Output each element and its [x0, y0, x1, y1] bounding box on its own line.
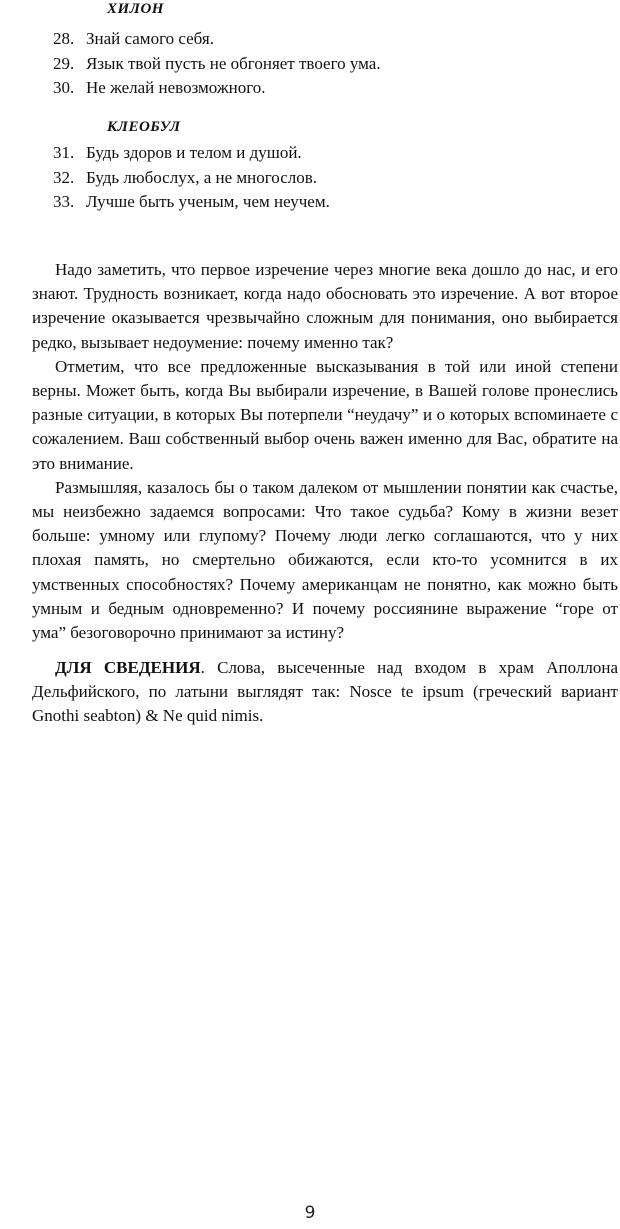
paragraph: Размышляя, казалось бы о таком далеком от мышлении понятии как счастье, мы неизбежно задаемся вопросами: Что такое судьба? Кому в жизни везет больше: умному или глупому? Почему люди легко соглашаются, что у них плохая память, но смертельно обижаются, если кто-то усомнится в их умственных способностях? Почему американцам не понятно, как можно быть умным и бедным одновременно? И почему россиянине выражение “горе от ума” безоговорочно принимают за истину?: [32, 477, 618, 643]
page-number: 9: [304, 1203, 316, 1223]
list-item: 33. Лучше быть ученым, чем неучем.: [53, 192, 330, 211]
reference-note: [32, 656, 618, 729]
paragraph: Отметим, что все предложенные высказывания в той или иной степени верны. Может быть, когда Вы выбирали изречение, в Вашей голове пронеслись разные ситуации, в которых Вы потерпели “неудачу” и о которых вспоминаете с сожалением. Ваш собственный выбор очень важен именно для Вас, обратите на это внимание.: [32, 356, 618, 473]
section-heading-kleobul: КЛЕОБУЛ: [107, 119, 181, 135]
list-item: 31. Будь здоров и телом и душой.: [53, 143, 302, 162]
section-heading-chilon: ХИЛОН: [107, 1, 164, 17]
maxims-list-chilon: [53, 27, 381, 101]
list-item: 29. Язык твой пусть не обгоняет твоего ума.: [53, 53, 381, 73]
note-text: . Слова, высеченные над входом в храм Аполлона Дельфийского, по латыни выглядят так: Nosce te ipsum (греческий вариант Gnothi seabton) & Ne quid nimis.: [32, 658, 618, 726]
note-label: ДЛЯ СВЕДЕНИЯ: [55, 658, 201, 677]
maxims-list-kleobul: [53, 141, 330, 215]
body-text: [32, 258, 618, 645]
list-item: 32. Будь любослух, а не многослов.: [53, 167, 318, 187]
list-item: 28. Знай самого себя.: [53, 29, 214, 48]
list-item: 30. Не желай невозможного.: [53, 78, 266, 97]
paragraph: Надо заметить, что первое изречение через многие века дошло до нас, и его знают. Трудность возникает, когда надо обосновать это изречение. А вот второе изречение оказывается чрезвычайно сложным для понимания, оно выбирается редко, вызывает недоумение: почему именно так?: [32, 260, 618, 352]
